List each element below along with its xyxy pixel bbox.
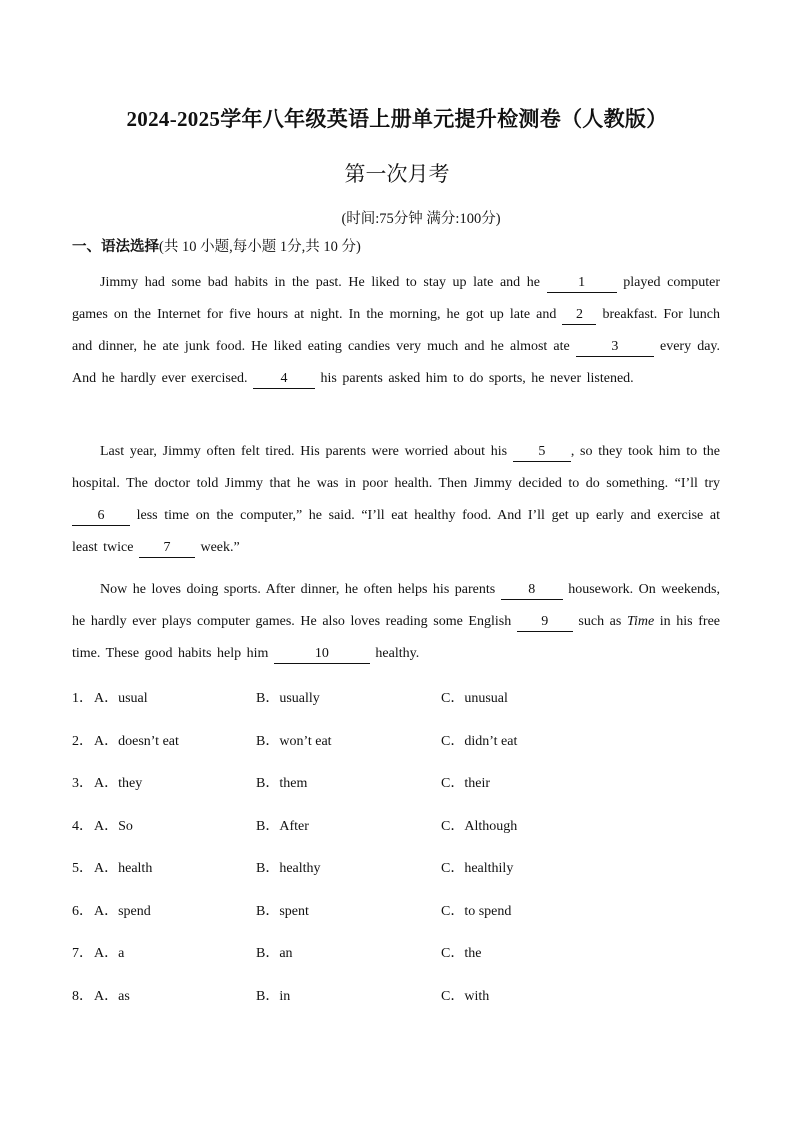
question-number: 7． [72, 946, 93, 961]
option-c: C．didn’t eat [441, 733, 518, 749]
blank-8: 8 [501, 581, 563, 600]
passage-paragraph-1 [72, 267, 720, 395]
question-row-5 [72, 850, 732, 893]
passage-text: healthy. [369, 646, 420, 661]
option-b: B．usually [256, 691, 320, 706]
passage-text: his parents asked him to do sports, he never listened. [315, 371, 634, 386]
passage-text: such as [572, 614, 627, 629]
option-a: A．as [94, 988, 130, 1004]
question-row-7 [72, 935, 732, 978]
section-header [72, 235, 361, 256]
passage-text: Last year, Jimmy often felt tired. His parents were worried about his [100, 444, 513, 459]
passage-paragraph-2 [72, 436, 720, 564]
option-b: B．an [256, 946, 293, 961]
passage-text: breakfast. For lunch and dinner, he ate junk food. He liked eating candies very much and he almost ate [72, 307, 721, 354]
blank-6: 6 [72, 507, 130, 526]
passage-text: in his free time. These good habits help him [72, 614, 720, 661]
blank-5: 5 [513, 443, 571, 462]
option-b: B．won’t eat [256, 733, 332, 749]
page-subtitle: 第一次月考 [344, 162, 450, 186]
question-number: 2． [72, 733, 93, 749]
passage-text: Jimmy had some bad habits in the past. He liked to stay up late and he [100, 275, 547, 290]
blank-2: 2 [562, 306, 596, 325]
option-a: A．health [94, 861, 153, 876]
blank-9: 9 [517, 613, 573, 632]
question-row-4 [72, 808, 732, 851]
blank-3: 3 [576, 338, 654, 357]
option-a: A．a [94, 946, 125, 961]
option-c: C．the [441, 946, 482, 961]
time-info: (时间:75分钟 满分:100分) [341, 211, 501, 227]
passage-text: , so they took him to the hospital. The doctor told Jimmy that he was in poor health. Then Jimmy decided to do something. “I’ll try [72, 444, 720, 491]
question-number: 6． [72, 903, 93, 919]
passage-paragraph-3 [72, 574, 720, 670]
blank-1: 1 [547, 274, 617, 293]
question-number: 1． [72, 691, 93, 706]
page-title: 2024-2025学年八年级英语上册单元提升检测卷（人教版） [126, 107, 668, 131]
option-b: B．spent [256, 903, 309, 919]
question-number: 8． [72, 988, 93, 1004]
option-b: B．healthy [256, 861, 321, 876]
passage-text: week.” [194, 540, 240, 555]
italic-magazine-title: Time [626, 614, 655, 629]
option-a: A．doesn’t eat [94, 733, 179, 749]
option-c: C．their [441, 776, 490, 791]
question-number: 5． [72, 861, 93, 876]
blank-4: 4 [253, 370, 315, 389]
passage-text: played computer games on the Internet for five hours at night. In the morning, he got up late and [72, 275, 720, 322]
option-c: C．healthily [441, 861, 514, 876]
option-a: A．So [94, 818, 133, 834]
question-row-2 [72, 723, 732, 766]
passage-text: less time on the computer,” he said. “I’ll eat healthy food. And I’ll get up early and exercise at least twice [72, 508, 720, 555]
option-c: C．to spend [441, 903, 512, 919]
section-note: (共 10 小题,每小题 1分,共 10 分) [159, 239, 361, 255]
option-c: C．Although [441, 818, 518, 834]
question-row-3 [72, 765, 732, 808]
option-a: A．they [94, 776, 143, 791]
question-row-1 [72, 680, 732, 723]
option-c: C．with [441, 988, 490, 1004]
option-c: C．unusual [441, 691, 508, 706]
question-row-8 [72, 978, 732, 1021]
option-b: B．in [256, 988, 291, 1004]
passage-text: Now he loves doing sports. After dinner, he often helps his parents [100, 582, 501, 597]
option-a: A．spend [94, 903, 151, 919]
question-row-6 [72, 893, 732, 936]
option-b: B．them [256, 776, 308, 791]
option-b: B．After [256, 818, 309, 834]
question-number: 4． [72, 818, 93, 834]
question-number: 3． [72, 776, 93, 791]
section-heading: 一、语法选择 [72, 239, 159, 255]
answer-options [72, 680, 732, 1020]
passage-text: housework. On weekends, he hardly ever plays computer games. He also loves reading some English [72, 582, 720, 629]
blank-7: 7 [139, 539, 195, 558]
option-a: A．usual [94, 691, 148, 706]
passage-text: every day. And he hardly ever exercised. [72, 339, 720, 386]
blank-10: 10 [274, 645, 370, 664]
